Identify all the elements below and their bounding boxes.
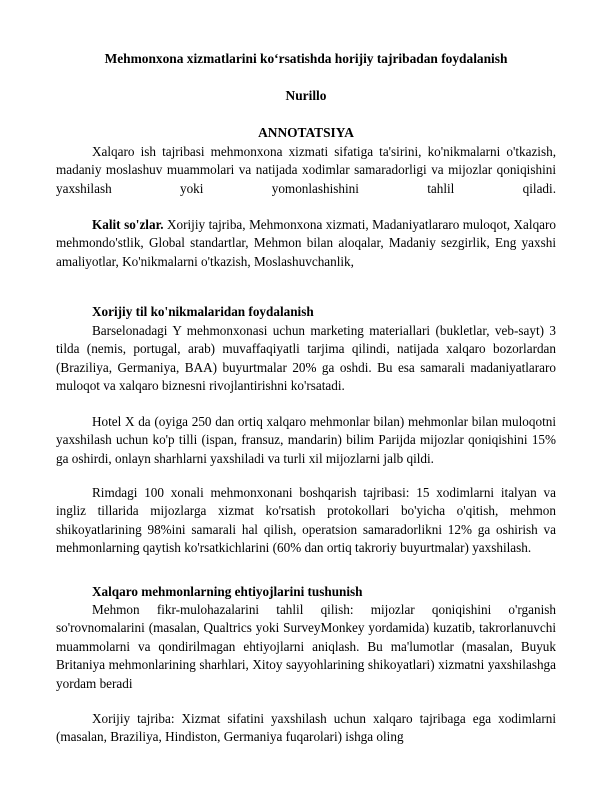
paragraph-barcelona: Barselonadagi Y mehmonxonasi uchun marketing materiallari (bukletlar, veb-sayt) 3 tilda (nemis, portugal, arab) muvaffaqiyatli tarjima qilindi, natijada xalqaro bozorlardan (Braziliya, Germaniya, BAA) buyurtmalar 20% ga oshdi. Bu esa samarali madaniyatlararo muloqot va xalqaro biznesni rivojlantirishni ko'rsatadi.	[56, 323, 556, 394]
paragraph-hotel-x: Hotel X da (oyiga 250 dan ortiq xalqaro mehmonlar bilan) mehmonlar bilan muloqotni yaxshilash uchun ko'p tilli (ispan, fransuz, mandarin) bilim Parijda mijozlar qoniqishini 15% ga oshirdi, onlayn sharhlarni yaxshiladi va turli xil mijozlarni jalb qildi.	[56, 414, 556, 466]
keywords-label: Kalit so'zlar.	[92, 217, 164, 232]
keywords-paragraph	[56, 216, 556, 271]
abstract-heading: ANNOTATSIYA	[258, 125, 354, 140]
section-heading-foreign-language: Xorijiy til ko'nikmalaridan foydalanish	[92, 304, 314, 319]
section-heading-international-guests: Xalqaro mehmonlarning ehtiyojlarini tushunish	[92, 584, 363, 599]
paragraph-foreign-experience: Xorijiy tajriba: Xizmat sifatini yaxshilash uchun xalqaro tajribaga ega xodimlarni (masalan, Braziliya, Hindiston, Germaniya fuqarolari) ishga oling	[56, 711, 556, 745]
author-name: Nurillo	[285, 88, 327, 103]
paper-title: Mehmonxona xizmatlarini koʻrsatishda horijiy tajribadan foydalanish	[104, 51, 508, 66]
paragraph-rome: Rimdagi 100 xonali mehmonxonani boshqarish tajribasi: 15 xodimlarni italyan va ingliz tillarida mijozlarga xizmat ko'rsatish protokollari bo'yicha o'qitish, mehmon shikoyatlarining 98%ini samarali hal qilish, operatsion samaradorlikni 12% ga oshirish va mehmonlarning qaytish ko'rsatkichlarini (60% dan ortiq takroriy buyurtmalar) yaxshilash.	[56, 485, 556, 556]
paragraph-guest-feedback: Mehmon fikr-mulohazalarini tahlil qilish: mijozlar qoniqishini o'rganish so'rovnomalarini (masalan, Qualtrics yoki SurveyMonkey yordamida) kuzatib, takrorlanuvchi muammolarni va qondirilmagan ehtiyojlarni aniqlash. Bu ma'lumotlar (masalan, Buyuk Britaniya mehmonlarining sharhlari, Xitoy sayyohlarining shikoyatlari) xizmatni yaxshilashga yordam beradi	[56, 602, 556, 691]
abstract-text: Xalqaro ish tajribasi mehmonxona xizmati sifatiga ta'sirini, ko'nikmalarni o'tkazish, madaniy moslashuv muammolari va natijada xodimlar samaradorligi va mijozlar qoniqishini yaxshilash yoki yomonlashishini tahlil qiladi.	[56, 144, 556, 196]
keywords-text: Xorijiy tajriba, Mehmonxona xizmati, Madaniyatlararo muloqot, Xalqaro mehmondo'stlik, Global standartlar, Mehmon bilan aloqalar, Madaniy sezgirlik, Eng yaxshi amaliyotlar, Ko'nikmalarni o'tkazish, Moslashuvchanlik,	[56, 217, 557, 269]
